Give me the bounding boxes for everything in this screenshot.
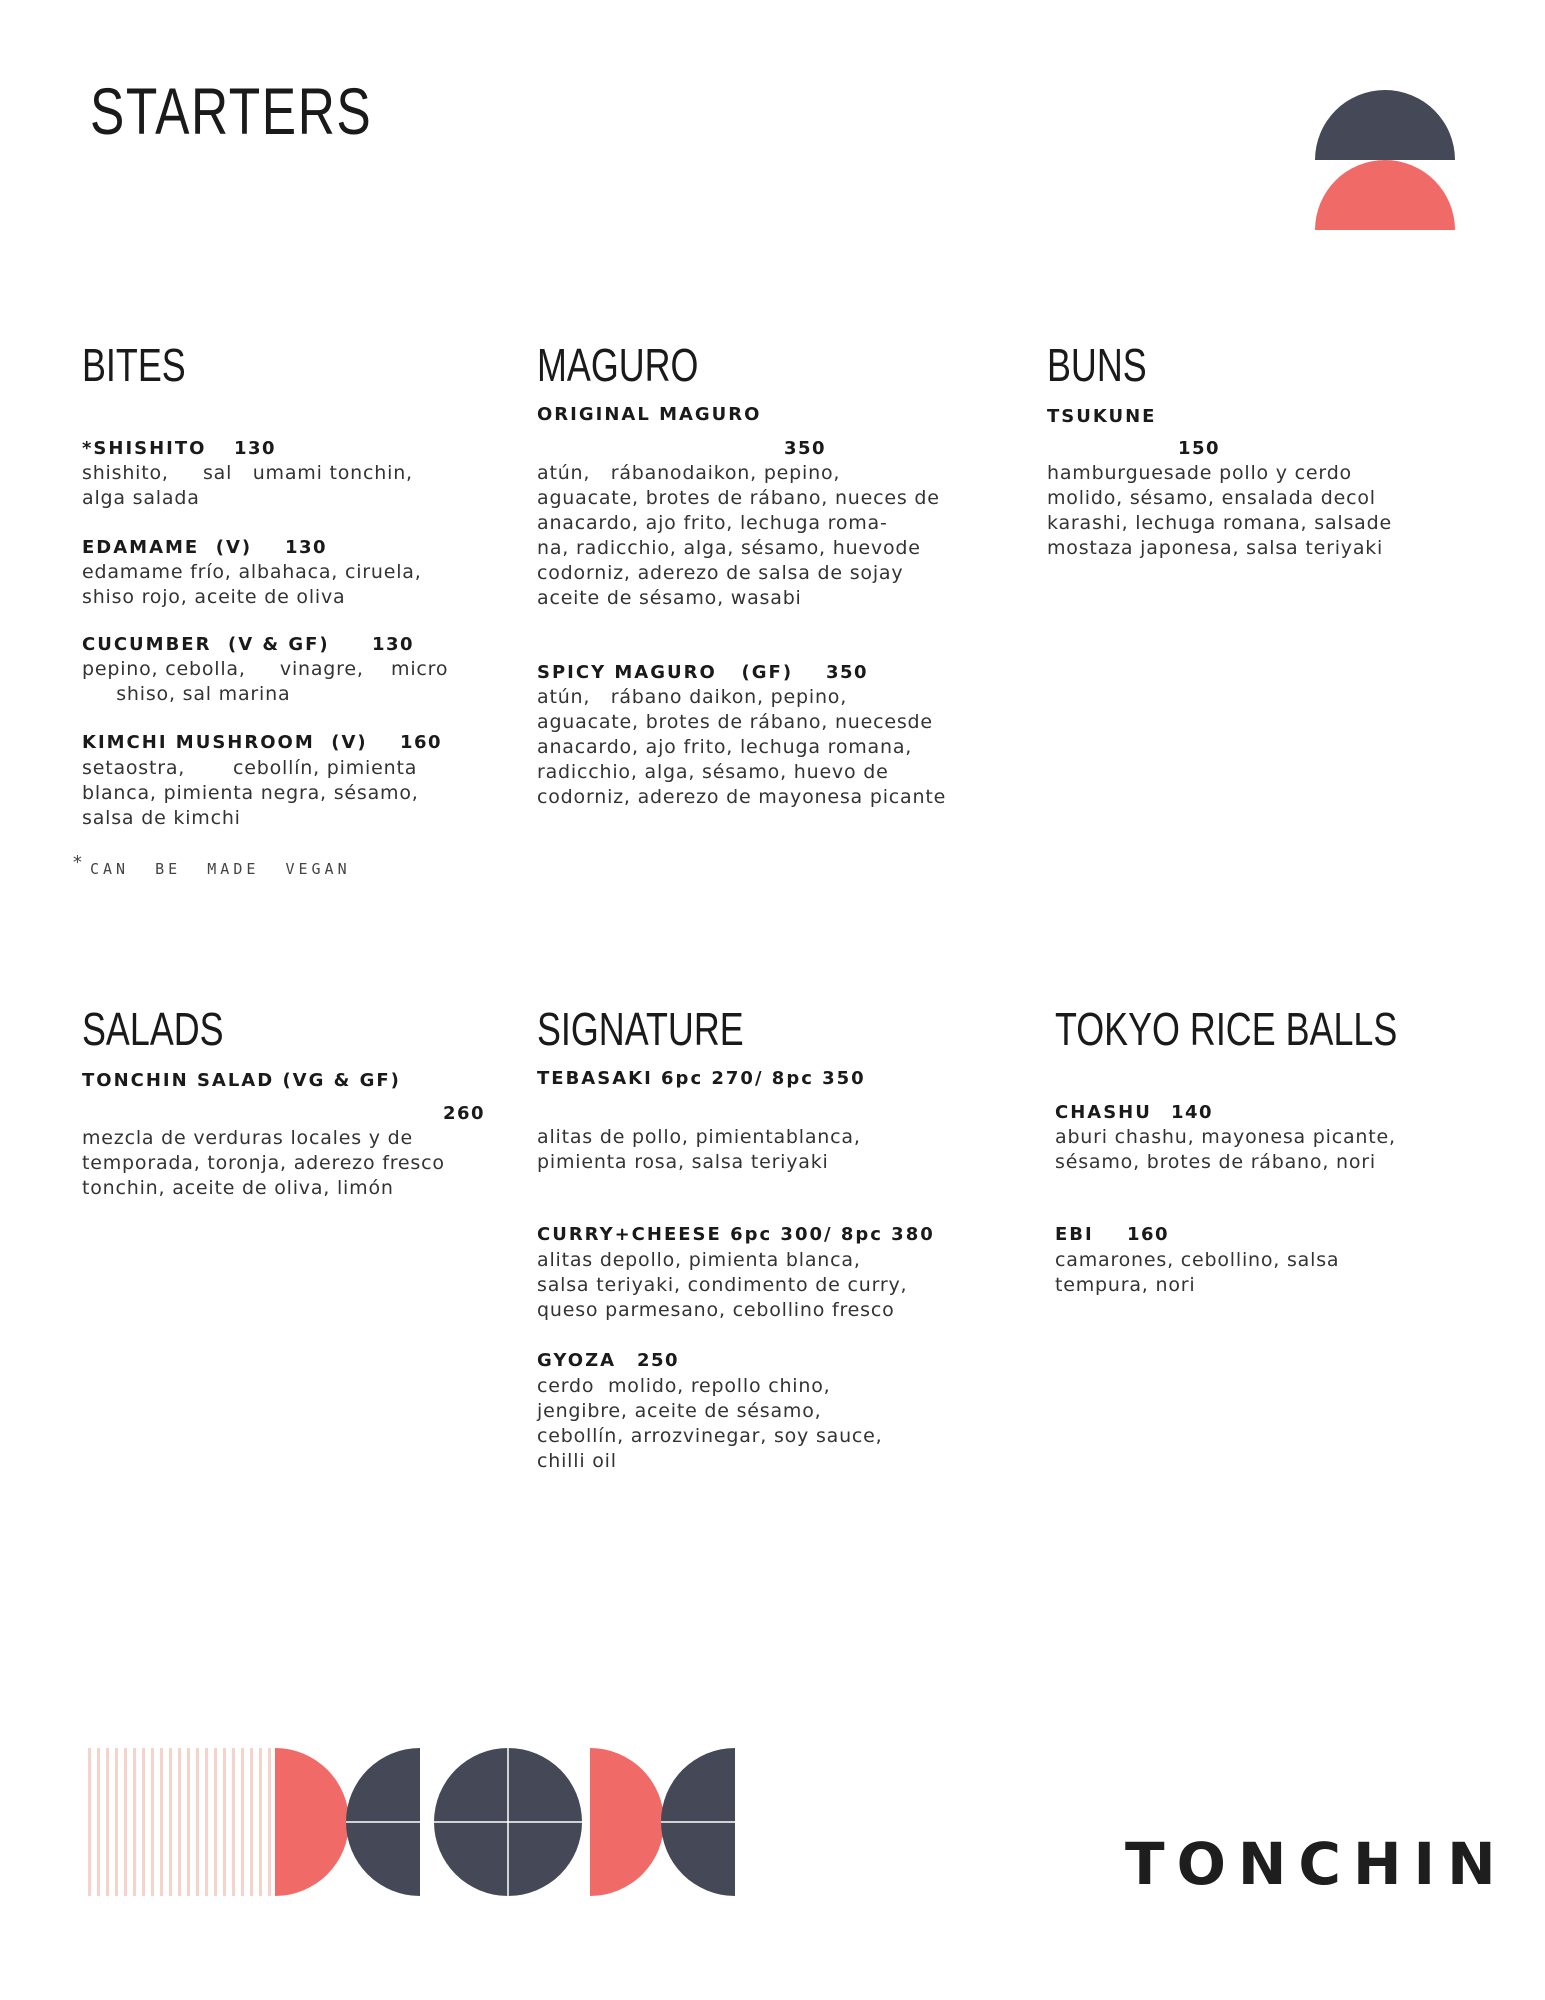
- item-price: 350: [784, 438, 827, 459]
- item-name: EBI: [1055, 1224, 1094, 1245]
- item-price: 130: [285, 537, 328, 558]
- item-name: CURRY+CHEESE 6pc 300/ 8pc 380: [537, 1224, 935, 1245]
- item-desc: hamburguesade pollo y cerdo molido, sésamo, ensalada decol karashi, lechuga romana, salsade mostaza japonesa, salsa teriyaki: [1047, 462, 1392, 559]
- section-title-salads: SALADS: [82, 1003, 224, 1055]
- section-title-buns: BUNS: [1047, 339, 1147, 391]
- item-desc: camarones, cebollino, salsa tempura, nori: [1055, 1249, 1340, 1296]
- page-title: STARTERS: [90, 74, 373, 148]
- item-price: 150: [1178, 438, 1221, 459]
- vertical-stripes: [88, 1748, 271, 1896]
- item-price: 130: [234, 438, 277, 459]
- item-name: TEBASAKI 6pc 270/ 8pc 350: [537, 1068, 866, 1089]
- item-name: EDAMAME (V): [82, 537, 253, 558]
- item-name: SPICY MAGURO (GF): [537, 662, 794, 683]
- navy-semicircle: [1315, 90, 1455, 160]
- item-desc: setaostra, cebollín, pimienta blanca, pimienta negra, sésamo, salsa de kimchi: [82, 757, 419, 829]
- vegan-note-mark: *: [72, 852, 87, 873]
- item-name: ORIGINAL MAGURO: [537, 404, 762, 425]
- item-price: 130: [372, 634, 415, 655]
- item-desc: alitas de pollo, pimientablanca, pimienta rosa, salsa teriyaki: [537, 1126, 861, 1173]
- section-title-tokyo-rice-balls: TOKYO RICE BALLS: [1055, 1003, 1398, 1055]
- item-name: *SHISHITO: [82, 438, 207, 459]
- item-desc: pepino, cebolla, vinagre, micro shiso, sal marina: [82, 658, 449, 705]
- vegan-note: CAN BE MADE VEGAN: [90, 860, 351, 878]
- coral-half-circle-2: [590, 1748, 664, 1896]
- item-desc: alitas depollo, pimienta blanca, salsa teriyaki, condimento de curry, queso parmesano, cebollino fresco: [537, 1249, 908, 1321]
- item-name: GYOZA: [537, 1350, 617, 1371]
- brand-logo-text: TONCHIN: [1125, 1830, 1508, 1898]
- section-title-maguro: MAGURO: [537, 339, 699, 391]
- item-desc: mezcla de verduras locales y de temporada, toronja, aderezo fresco tonchin, aceite de oliva, limón: [82, 1127, 445, 1199]
- item-name: CUCUMBER (V & GF): [82, 634, 330, 655]
- item-price: 160: [400, 732, 443, 753]
- item-name: KIMCHI MUSHROOM (V): [82, 732, 368, 753]
- item-desc: aburi chashu, mayonesa picante, sésamo, brotes de rábano, nori: [1055, 1126, 1396, 1173]
- geometric-shapes-banner: [88, 1748, 738, 1896]
- item-desc: cerdo molido, repollo chino, jengibre, aceite de sésamo, cebollín, arrozvinegar, soy sauce, chilli oil: [537, 1375, 883, 1472]
- item-price: 350: [826, 662, 869, 683]
- item-price: 160: [1127, 1224, 1170, 1245]
- section-title-bites: BITES: [82, 339, 186, 391]
- item-name: CHASHU: [1055, 1102, 1152, 1123]
- coral-semicircle: [1315, 160, 1455, 230]
- item-desc: atún, rábanodaikon, pepino, aguacate, brotes de rábano, nueces de anacardo, ajo frito, lechuga roma- na, radicchio, alga, sésamo, huevode codorniz, aderezo de salsa de sojay aceite de sésamo, wasabi: [537, 462, 940, 609]
- item-desc: atún, rábano daikon, pepino, aguacate, brotes de rábano, nuecesde anacardo, ajo frito, lechuga romana, radicchio, alga, sésamo, huevo de codorniz, aderezo de mayonesa picante: [537, 686, 947, 808]
- item-desc: shishito, sal umami tonchin, alga salada: [82, 462, 413, 509]
- item-name: TONCHIN SALAD (VG & GF): [82, 1070, 401, 1091]
- coral-half-circle-1: [275, 1748, 349, 1896]
- item-name: TSUKUNE: [1047, 406, 1157, 427]
- item-price: 250: [637, 1350, 680, 1371]
- item-price: 260: [443, 1103, 486, 1124]
- item-desc: edamame frío, albahaca, ciruela, shiso rojo, aceite de oliva: [82, 561, 422, 608]
- stacked-semicircles-logo: [1310, 90, 1460, 240]
- section-title-signature: SIGNATURE: [537, 1003, 744, 1055]
- item-price: 140: [1171, 1102, 1214, 1123]
